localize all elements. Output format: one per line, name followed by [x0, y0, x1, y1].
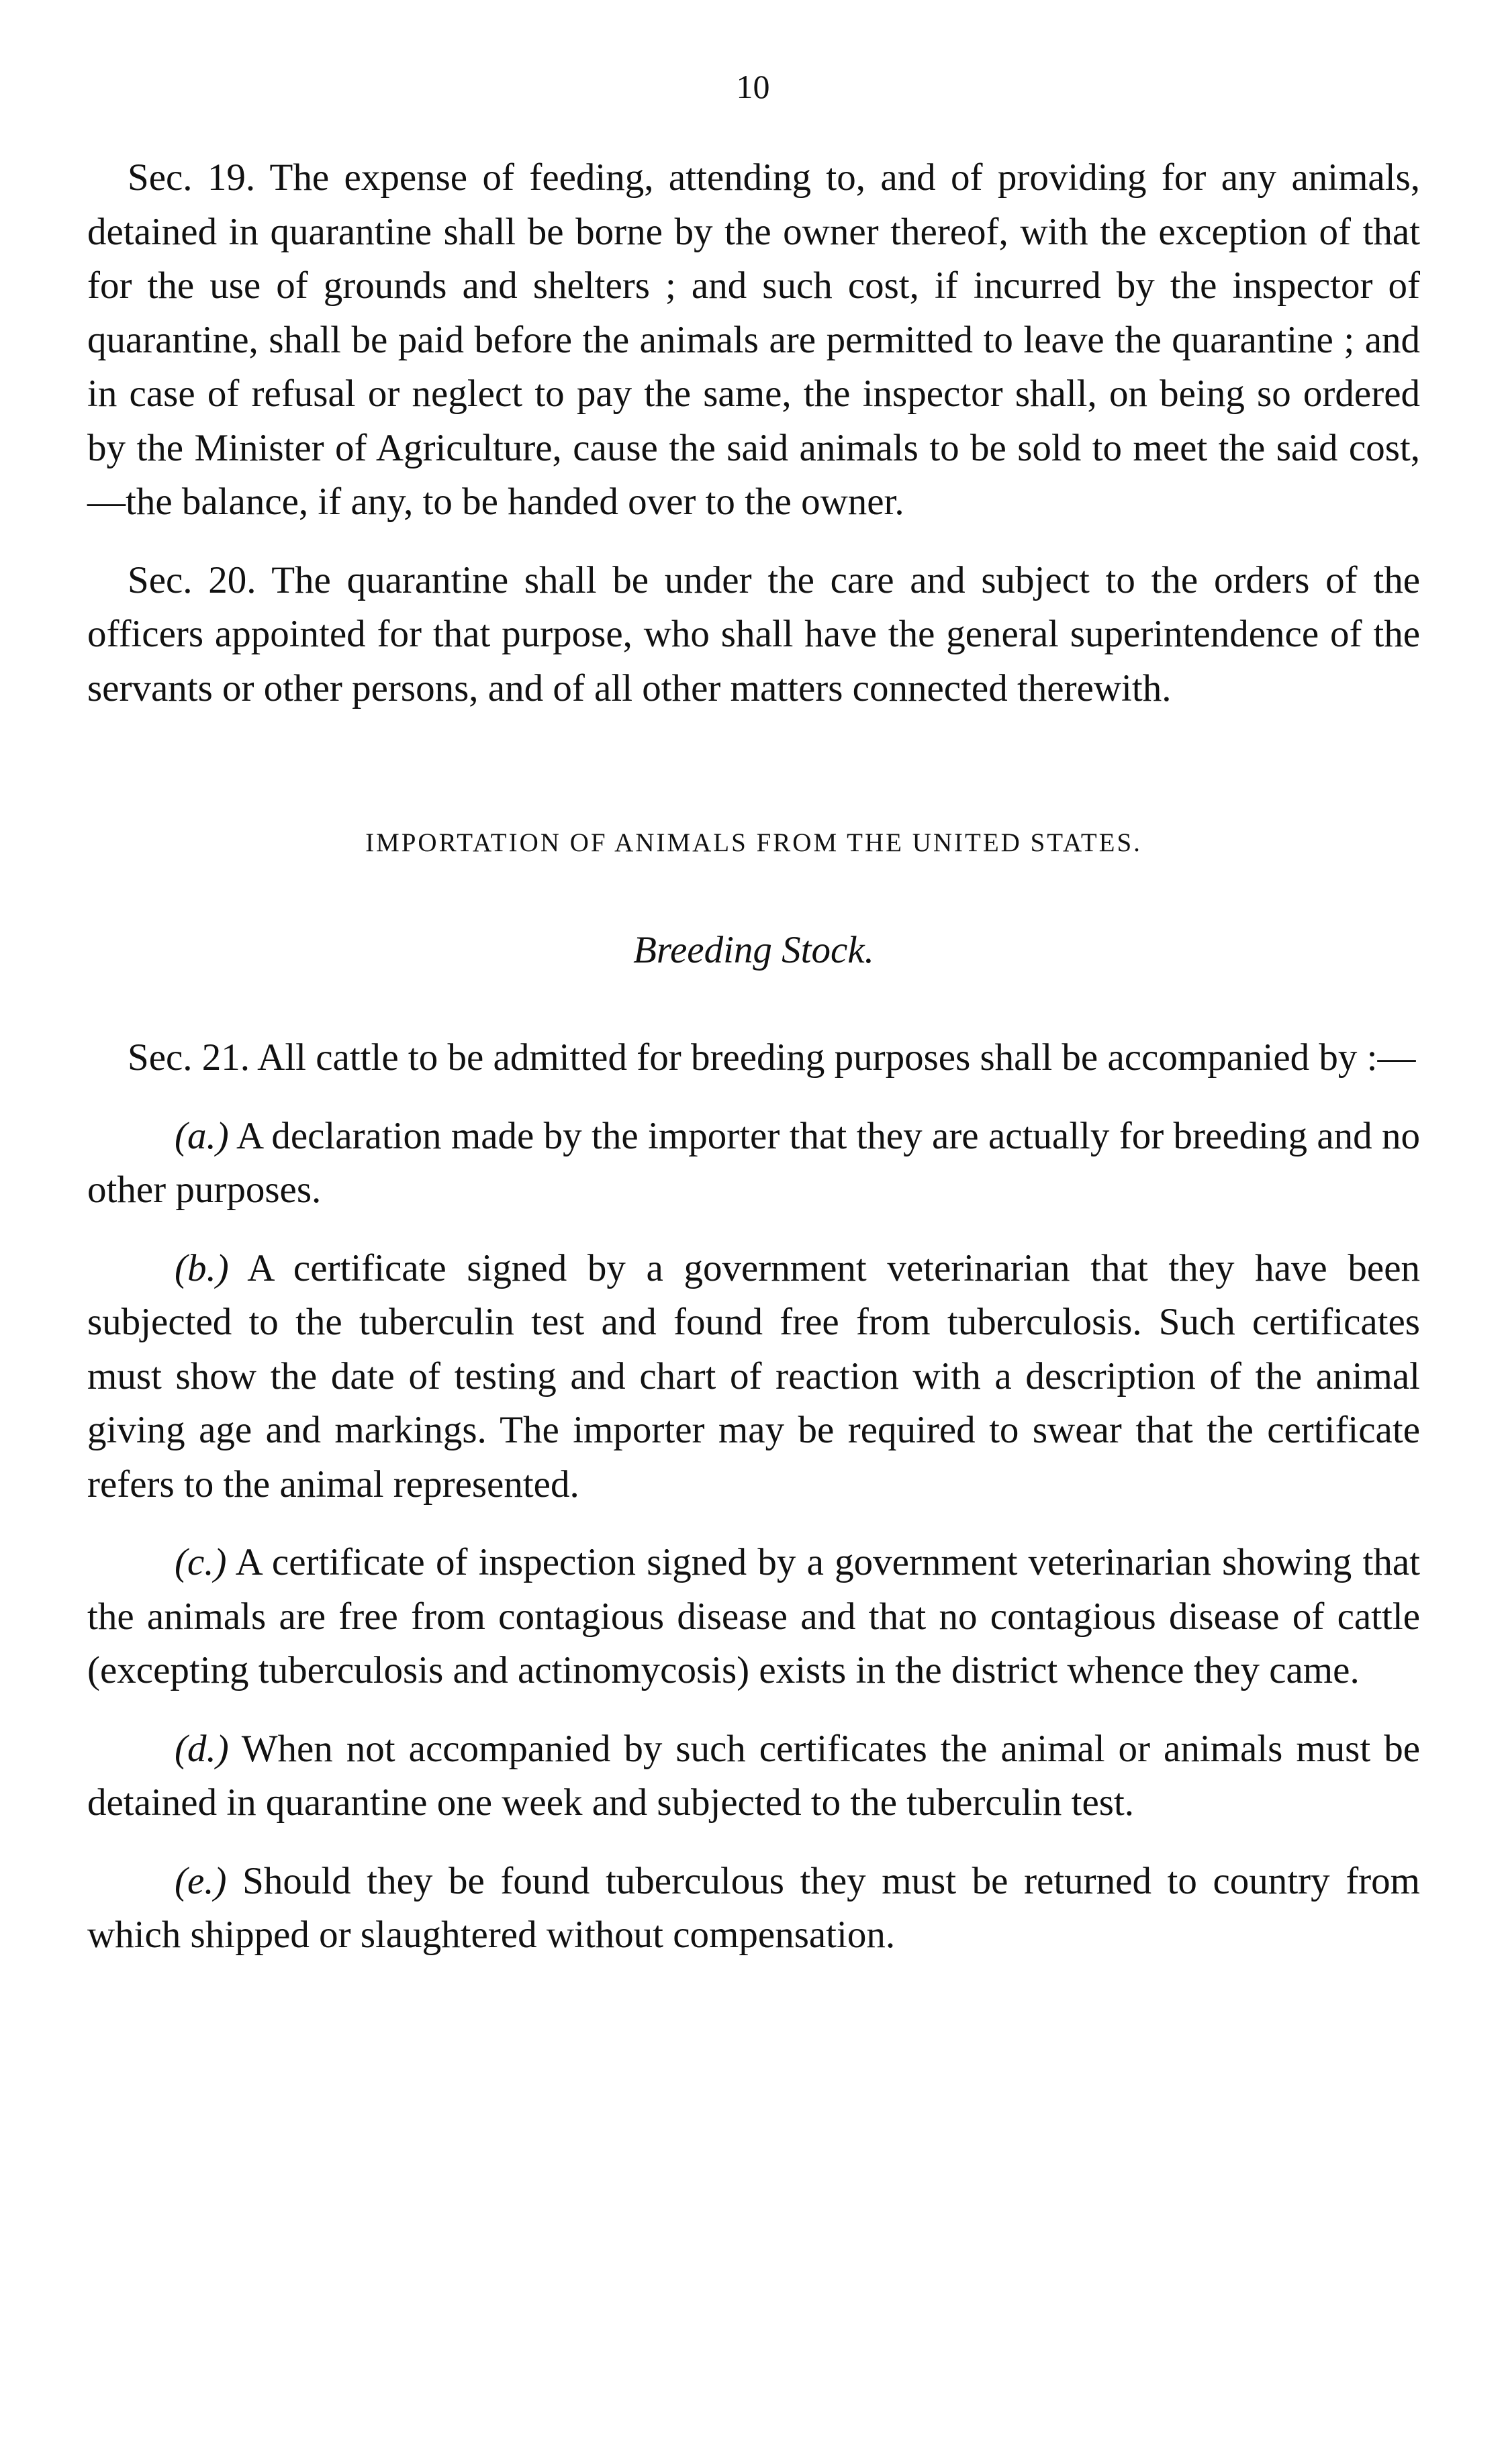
- item-e-label: (e.): [175, 1859, 227, 1902]
- spacer: [87, 530, 1420, 554]
- item-d-paragraph: [87, 1722, 1420, 1830]
- spacer: [87, 1830, 1420, 1855]
- item-a-text: A declaration made by the importer that they are actually for breeding and no other purposes.: [87, 1114, 1421, 1211]
- item-d-label: (d.): [175, 1727, 229, 1770]
- item-c-label: (c.): [175, 1541, 227, 1583]
- section-subheading: Breeding Stock.: [633, 929, 874, 971]
- spacer: [87, 1698, 1420, 1722]
- item-e-text: Should they be found tuberculous they must be returned to country from which shipped or slaughtered without compensation.: [87, 1859, 1421, 1956]
- item-b-paragraph: [87, 1242, 1420, 1512]
- item-a-paragraph: [87, 1110, 1420, 1218]
- page-number: 10: [736, 68, 770, 105]
- spacer: [87, 977, 1420, 1031]
- item-a-label: (a.): [175, 1114, 229, 1157]
- body-text: [87, 151, 1420, 1963]
- item-b-text: A certificate signed by a government veterinarian that they have been subjected to the tuberculin test and found free from tuberculosis. Such certificates must show the date of testing and chart of reaction with a description of the animal giving age and markings. The importer may be required to swear that the certificate refers to the animal represented.: [87, 1246, 1420, 1506]
- section-21-paragraph: Sec. 21. All cattle to be admitted for breeding purposes shall be accompanied by :—: [128, 1036, 1416, 1079]
- section-20-paragraph: Sec. 20. The quarantine shall be under the care and subject to the orders of the officers appointed for that purpose, who shall have the general superintendence of the servants or other persons, and of all other matters connected therewith.: [87, 558, 1420, 709]
- item-c-paragraph: [87, 1536, 1420, 1698]
- spacer: [87, 716, 1420, 816]
- section-heading: IMPORTATION OF ANIMALS FROM THE UNITED STATES.: [365, 828, 1142, 857]
- item-b-label: (b.): [175, 1246, 229, 1289]
- section-19-paragraph: Sec. 19. The expense of feeding, attending to, and of providing for any animals, detained in quarantine shall be borne by the owner thereof, with the exception of that for the use of grounds and shelters ; and such cost, if incurred by the inspector of quarantine, shall be paid before the animals are permitted to leave the quarantine ; and in case of refusal or neglect to pay the same, the inspector shall, on being so ordered by the Minister of Agriculture, cause the said animals to be sold to meet the said cost,—the balance, if any, to be handed over to the owner.: [87, 156, 1420, 523]
- spacer: [87, 1218, 1420, 1242]
- item-c-text: A certificate of inspection signed by a government veterinarian showing that the animals are free from contagious disease and that no contagious disease of cattle (excepting tuberculosis and actinomycosis) exists in the district whence they came.: [87, 1541, 1421, 1691]
- item-d-text: When not accompanied by such certificates the animal or animals must be detained in quarantine one week and subjected to the tuberculin test.: [87, 1727, 1420, 1824]
- item-e-paragraph: [87, 1855, 1420, 1963]
- spacer: [87, 870, 1420, 924]
- spacer: [87, 1085, 1420, 1110]
- spacer: [87, 1512, 1420, 1536]
